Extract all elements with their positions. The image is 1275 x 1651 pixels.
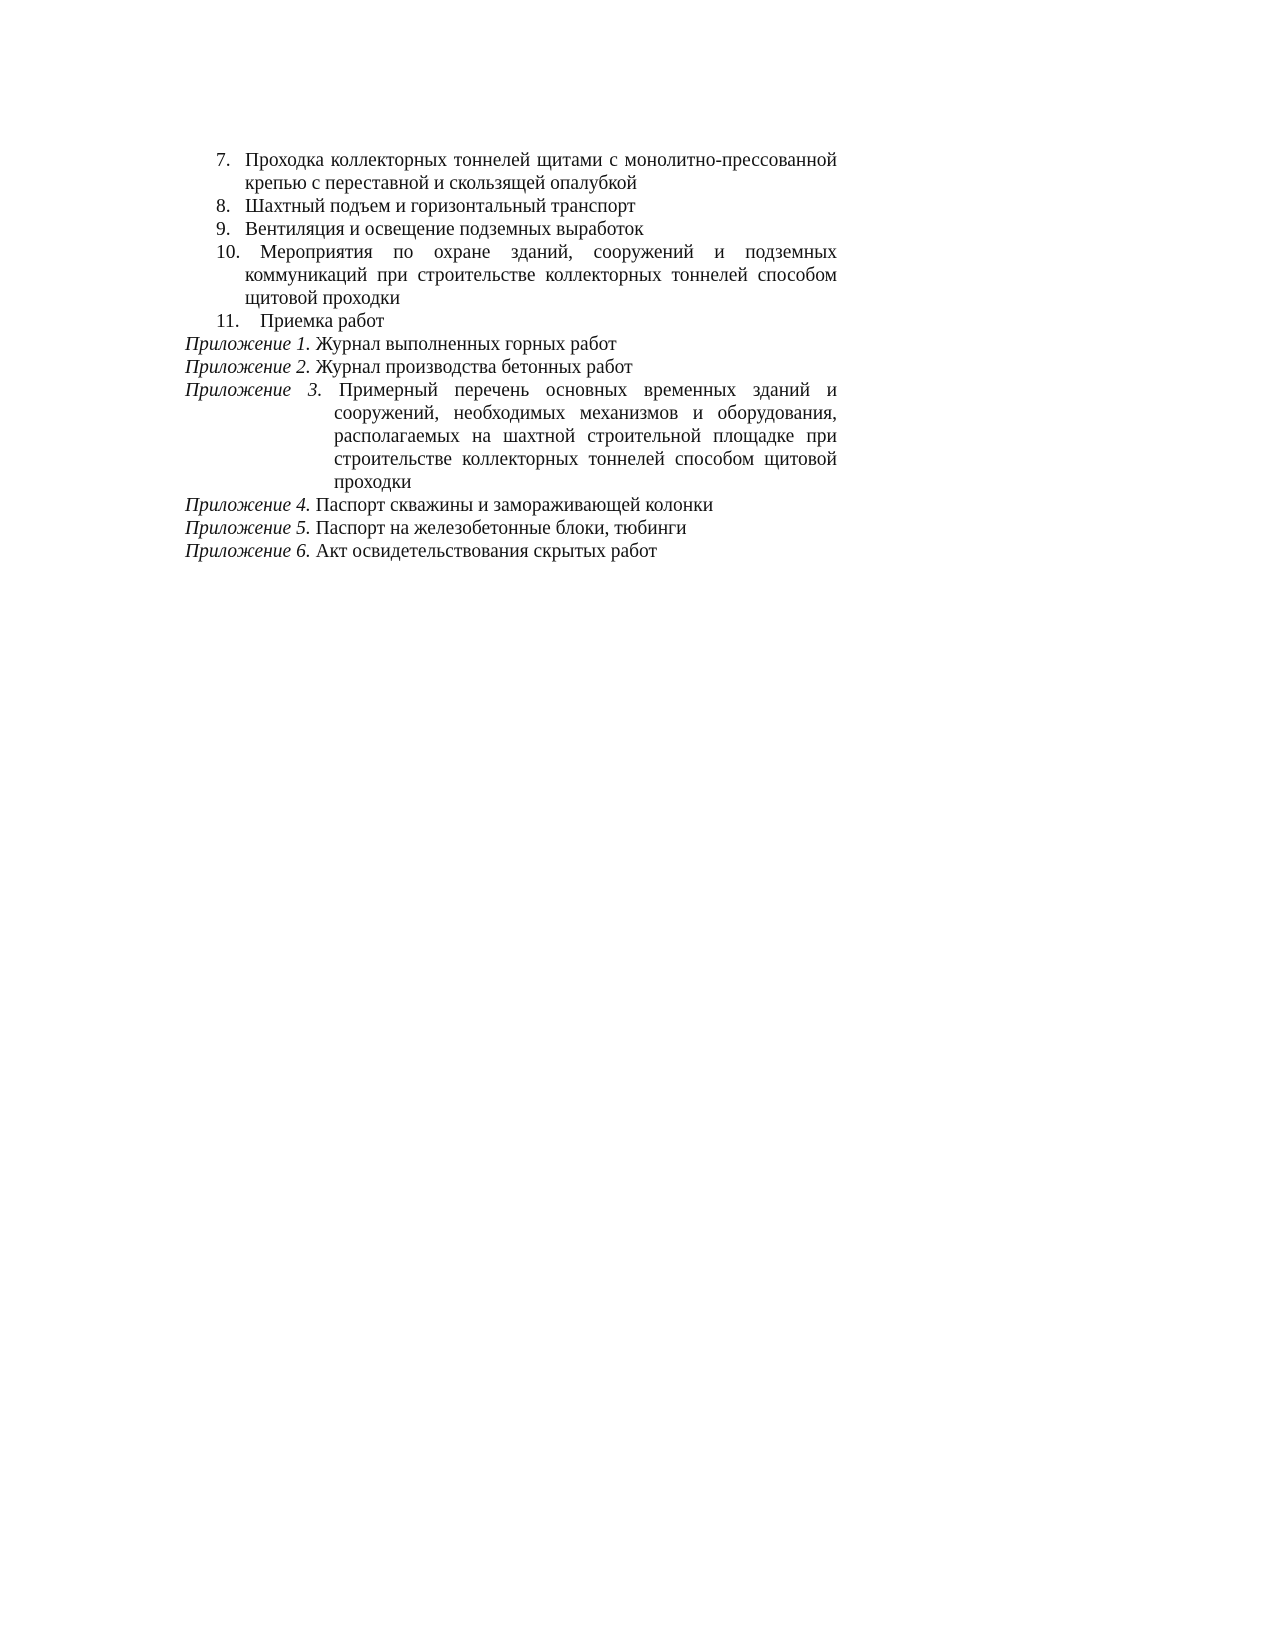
- list-item-text: Приемка работ: [260, 311, 385, 332]
- list-item: [185, 218, 837, 241]
- appendix-entry: [185, 333, 837, 356]
- appendix-label: Приложение 4.: [185, 495, 311, 516]
- list-item-text: Мероприятия по охране зданий, сооружений и подземных коммуникаций при строительстве коллекторных тоннелей способом щитовой проходки: [245, 242, 837, 309]
- appendix-title: Примерный перечень основных временных зданий и сооружений, необходимых механизмов и оборудования, располагаемых на шахтной строительной площадке при строительстве коллекторных тоннелей способом щитовой проходки: [334, 380, 838, 493]
- appendix-label: Приложение 3.: [185, 380, 323, 401]
- list-item-number: 11.: [216, 311, 240, 332]
- list-item-text: Шахтный подъем и горизонтальный транспорт: [245, 196, 636, 217]
- appendix-title: Журнал выполненных горных работ: [315, 334, 617, 355]
- list-item-text: Проходка коллекторных тоннелей щитами с монолитно-прессованной крепью с переставной и скользящей опалубкой: [245, 150, 837, 194]
- appendix-label: Приложение 6.: [185, 541, 311, 562]
- list-item: [185, 241, 837, 310]
- list-item: [185, 310, 837, 333]
- appendix-label: Приложение 1.: [185, 334, 311, 355]
- list-item-number: 10.: [216, 242, 241, 263]
- list-item: [185, 149, 837, 195]
- list-item-text: Вентиляция и освещение подземных выработок: [245, 219, 644, 240]
- appendix-entry: [185, 517, 837, 540]
- appendix-entry: [185, 356, 837, 379]
- document-page-content: [185, 149, 837, 563]
- appendix-title: Журнал производства бетонных работ: [315, 357, 633, 378]
- list-item-number: 8.: [216, 196, 231, 217]
- list-item-number: 9.: [216, 219, 231, 240]
- appendix-label: Приложение 2.: [185, 357, 311, 378]
- appendix-title: Паспорт скважины и замораживающей колонки: [315, 495, 714, 516]
- appendix-title: Акт освидетельствования скрытых работ: [315, 541, 658, 562]
- list-item-number: 7.: [216, 150, 231, 171]
- appendix-title: Паспорт на железобетонные блоки, тюбинги: [315, 518, 687, 539]
- list-item: [185, 195, 837, 218]
- appendix-entry: [185, 540, 837, 563]
- appendix-entry: [185, 494, 837, 517]
- appendix-entry: [185, 379, 837, 494]
- appendix-label: Приложение 5.: [185, 518, 311, 539]
